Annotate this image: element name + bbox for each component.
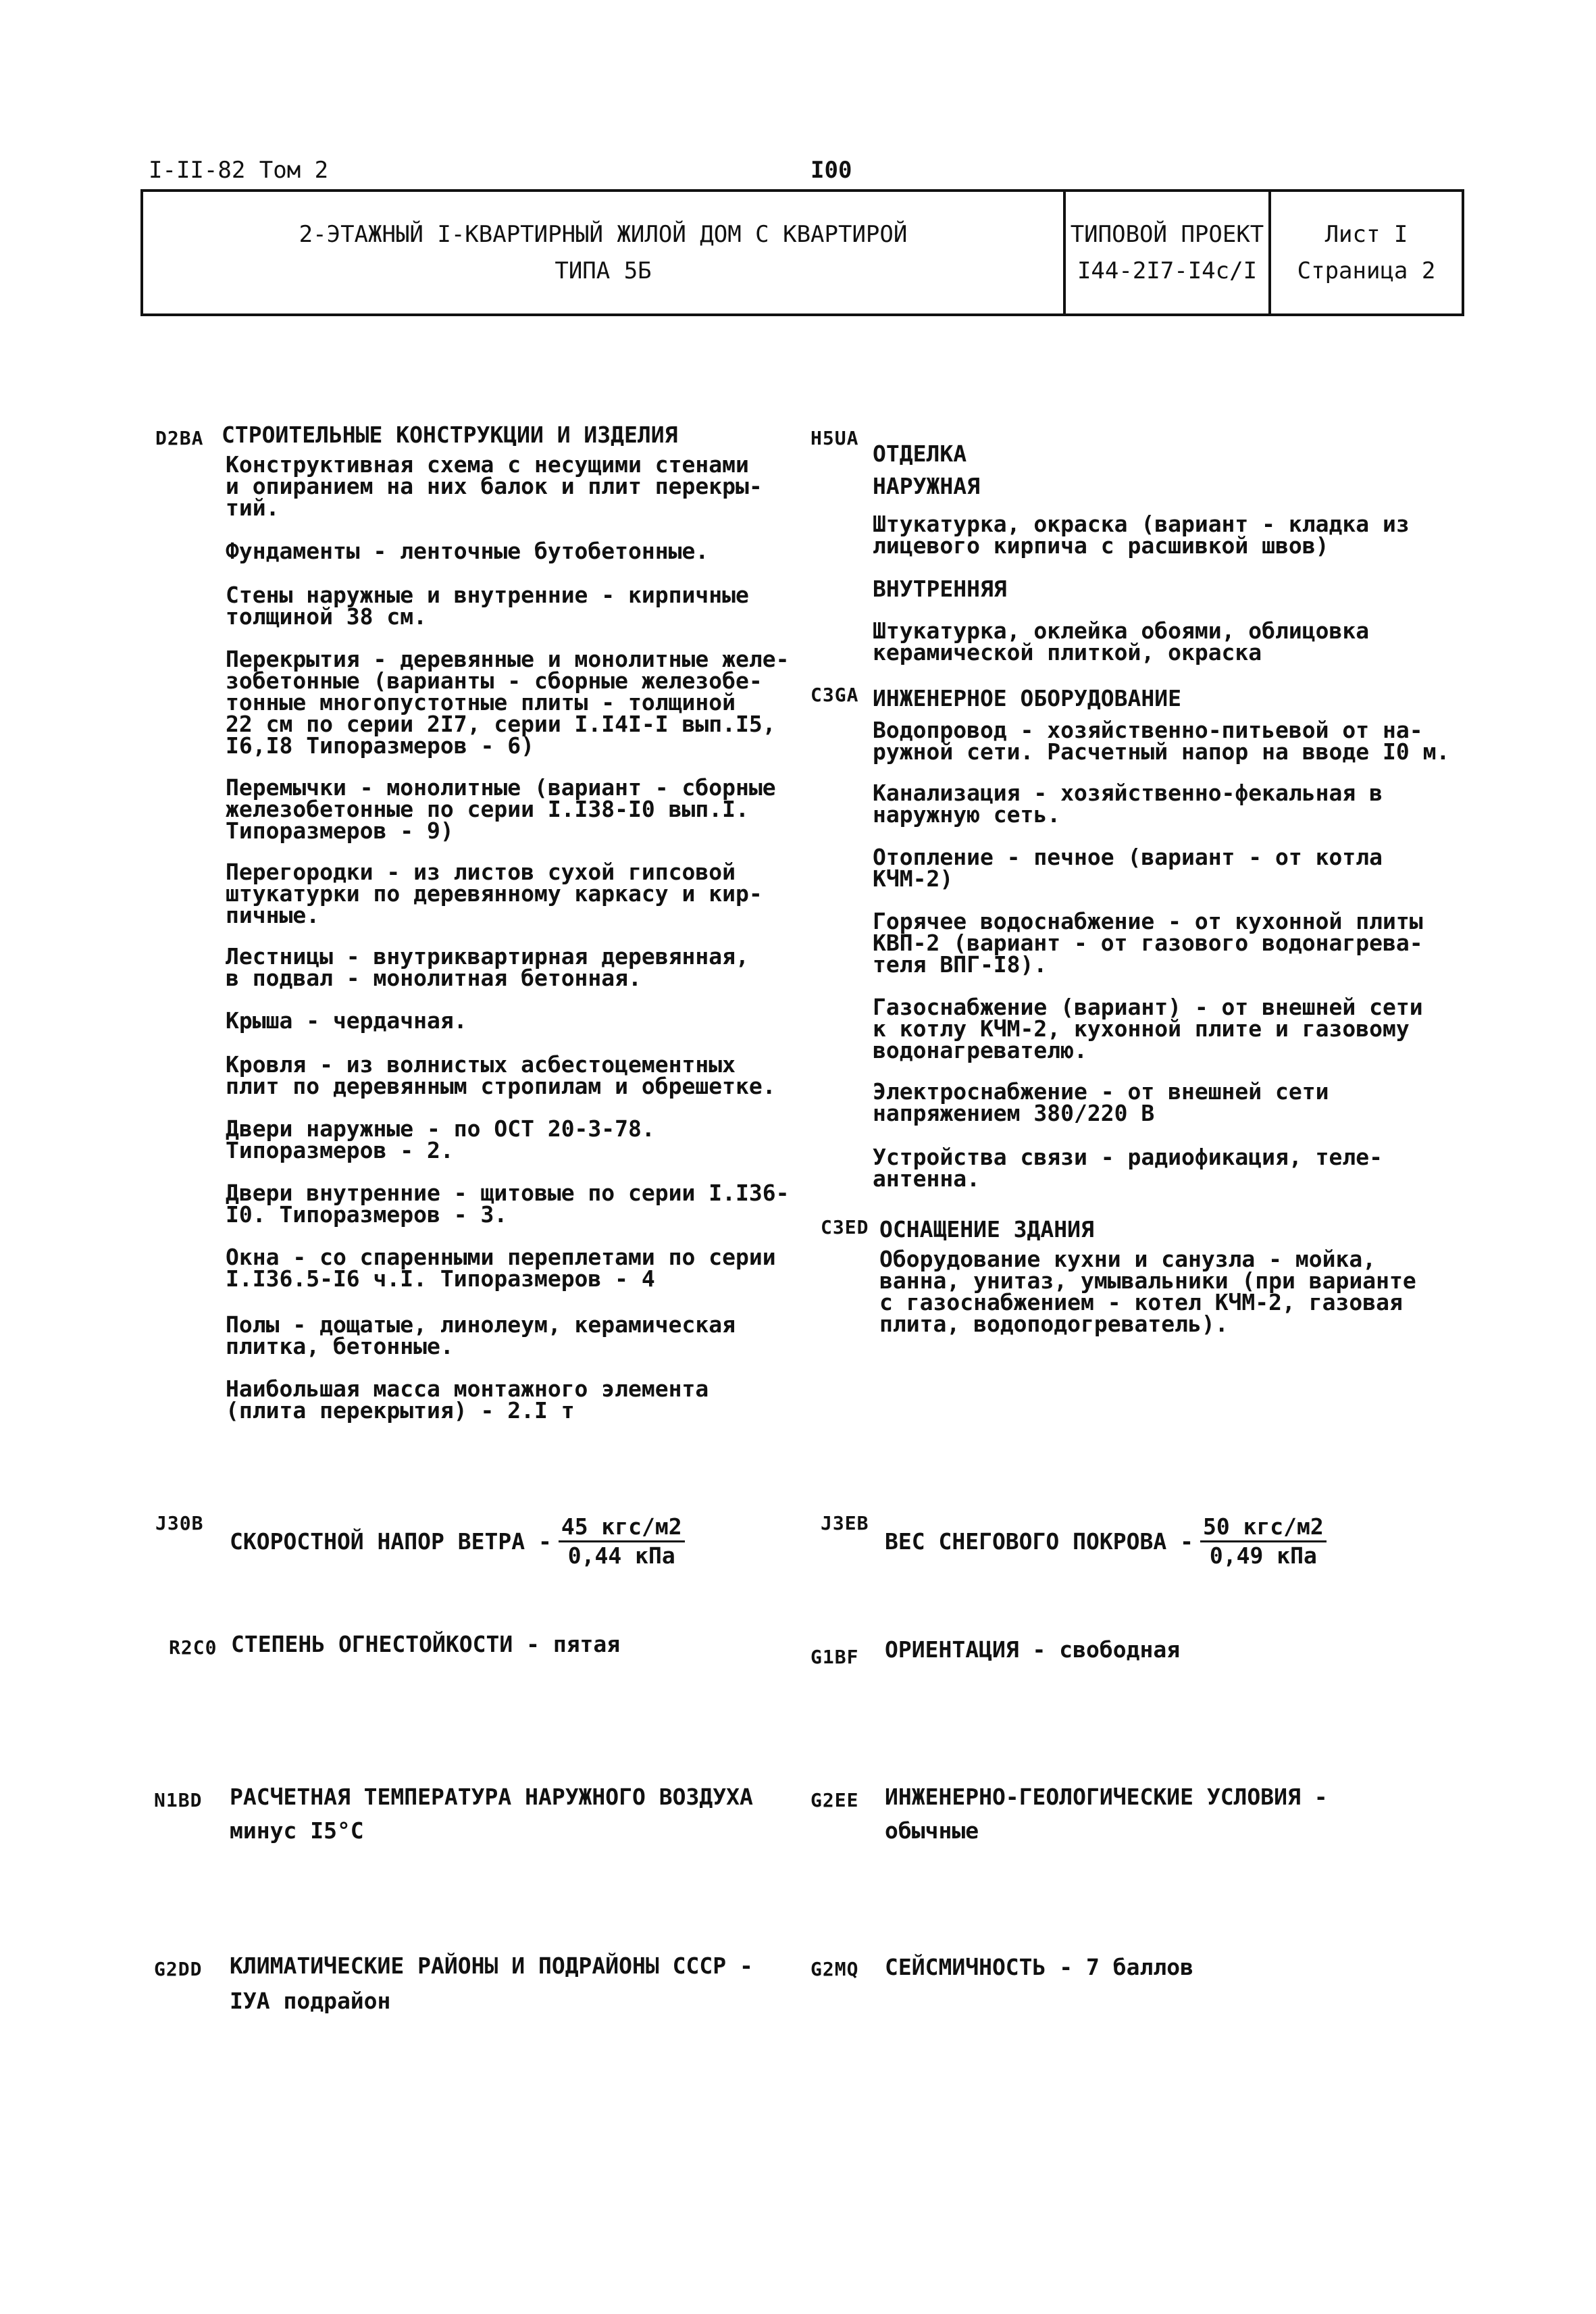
param-wind — [230, 1513, 685, 1569]
param-code-geology: G2EE — [810, 1789, 859, 1811]
section-code-structures: D2BA — [155, 427, 204, 449]
section-code-fitting: C3ED — [821, 1216, 869, 1238]
outer-finish-text: Штукатурка, окраска (вариант - кладка из лицевого кирпича с расшивкой швов) — [873, 511, 1410, 559]
section-code-equipment: C3GA — [810, 684, 859, 706]
section-title-equipment: ИНЖЕНЕРНОЕ ОБОРУДОВАНИЕ — [873, 685, 1181, 711]
left-paragraph-8: Крыша - чердачная. — [226, 1007, 467, 1034]
left-paragraph-10: Двери наружные - по ОСТ 20-3-78. Типоразмеров - 2. — [226, 1115, 655, 1163]
equipment-paragraph-4: Горячее водоснабжение - от кухонной плиты КВП-2 (вариант - от газового водонагрева- теля ВПГ-I8). — [873, 908, 1423, 978]
snow-fraction — [1200, 1513, 1327, 1569]
equipment-paragraph-6: Электроснабжение - от внешней сети напряжением 380/220 В — [873, 1078, 1329, 1126]
param-orientation: ОРИЕНТАЦИЯ - свободная — [885, 1636, 1181, 1663]
series-label: I-II-82 Том 2 — [149, 157, 329, 184]
wind-value-kpa: 0,44 кПа — [567, 1542, 675, 1569]
snow-label: ВЕС СНЕГОВОГО ПОКРОВА - — [885, 1528, 1193, 1555]
param-code-fire: R2C0 — [169, 1636, 217, 1659]
title-block — [140, 189, 1464, 316]
equipment-paragraph-7: Устройства связи - радиофикация, теле- антенна. — [873, 1144, 1383, 1192]
fitting-text: Оборудование кухни и санузла - мойка, ванна, унитаз, умывальники (при варианте с газоснабжением - котел КЧМ-2, газовая плита, водоподогреватель). — [879, 1246, 1416, 1337]
equipment-paragraph-1: Водопровод - хозяйственно-питьевой от на- ружной сети. Расчетный напор на вводе I0 м. — [873, 717, 1450, 765]
wind-value-kgf: 45 кгс/м2 — [559, 1513, 685, 1542]
param-seismic: СЕЙСМИЧНОСТЬ - 7 баллов — [885, 1954, 1193, 1980]
subsection-inner: ВНУТРЕННЯЯ — [873, 576, 1007, 602]
param-code-snow: J3EB — [821, 1512, 869, 1534]
inner-finish-text: Штукатурка, оклейка обоями, облицовка керамической плиткой, окраска — [873, 618, 1370, 665]
param-fire-resistance: СТЕПЕНЬ ОГНЕСТОЙКОСТИ - пятая — [231, 1631, 621, 1657]
page-number: I00 — [810, 157, 852, 184]
left-paragraph-13: Полы - дощатые, линолеум, керамическая плитка, бетонные. — [226, 1311, 736, 1359]
section-title-structures: СТРОИТЕЛЬНЫЕ КОНСТРУКЦИИ И ИЗДЕЛИЯ — [222, 422, 678, 448]
left-paragraph-7: Лестницы - внутриквартирная деревянная, в подвал - монолитная бетонная. — [226, 943, 749, 991]
param-code-orientation: G1BF — [810, 1646, 859, 1668]
equipment-paragraph-2: Канализация - хозяйственно-фекальная в наружную сеть. — [873, 780, 1383, 828]
param-snow — [885, 1513, 1327, 1569]
section-code-finishing: H5UA — [810, 427, 859, 449]
param-temperature-line1: РАСЧЕТНАЯ ТЕМПЕРАТУРА НАРУЖНОГО ВОЗДУХА — [230, 1784, 753, 1810]
section-title-fitting: ОСНАЩЕНИЕ ЗДАНИЯ — [879, 1216, 1094, 1242]
param-geology-line1: ИНЖЕНЕРНО-ГЕОЛОГИЧЕСКИЕ УСЛОВИЯ - — [885, 1784, 1328, 1810]
left-paragraph-14: Наибольшая масса монтажного элемента (плита перекрытия) - 2.I т — [226, 1376, 709, 1424]
param-geology-line2: обычные — [885, 1817, 979, 1844]
project-cell — [1066, 192, 1268, 313]
left-paragraph-9: Кровля - из волнистых асбестоцементных плит по деревянным стропилам и обрешетке. — [226, 1051, 776, 1099]
equipment-paragraph-5: Газоснабжение (вариант) - от внешней сети к котлу КЧМ-2, кухонной плите и газовому водонагревателю. — [873, 994, 1423, 1063]
sheet-label: Лист I — [1324, 221, 1408, 248]
left-paragraph-6: Перегородки - из листов сухой гипсовой штукатурки по деревянному каркасу и кир- пичные. — [226, 859, 763, 928]
left-paragraph-3: Стены наружные и внутренние - кирпичные толщиной 38 см. — [226, 582, 749, 630]
subsection-outer: НАРУЖНАЯ — [873, 473, 980, 499]
param-code-climate: G2DD — [154, 1958, 203, 1980]
left-paragraph-11: Двери внутренние - щитовые по серии I.I36- I0. Типоразмеров - 3. — [226, 1180, 790, 1228]
left-paragraph-5: Перемычки - монолитные (вариант - сборные железобетонные по серии I.I38-I0 вып.I. Типоразмеров - 9) — [226, 774, 776, 844]
left-paragraph-2: Фундаменты - ленточные бутобетонные. — [226, 538, 709, 564]
project-number: I44-2I7-I4с/I — [1077, 257, 1258, 284]
left-paragraph-12: Окна - со спаренными переплетами по серии I.I36.5-I6 ч.I. Типоразмеров - 4 — [226, 1244, 776, 1292]
param-code-temperature: N1BD — [154, 1789, 203, 1811]
wind-label: СКОРОСТНОЙ НАПОР ВЕТРА - — [230, 1528, 552, 1555]
title-cell — [143, 192, 1063, 313]
equipment-paragraph-3: Отопление - печное (вариант - от котла КЧМ-2) — [873, 844, 1383, 892]
project-label: ТИПОВОЙ ПРОЕКТ — [1070, 221, 1264, 248]
wind-fraction — [559, 1513, 685, 1569]
snow-value-kgf: 50 кгс/м2 — [1200, 1513, 1327, 1542]
param-climate-line2: IУА подрайон — [230, 1988, 391, 2014]
sheet-cell — [1271, 192, 1462, 313]
left-paragraph-1: Конструктивная схема с несущими стенами и опиранием на них балок и плит перекры- тий. — [226, 451, 763, 521]
document-title-line2: ТИПА 5Б — [555, 257, 652, 284]
document-title-line1: 2-ЭТАЖНЫЙ I-КВАРТИРНЫЙ ЖИЛОЙ ДОМ С КВАРТИРОЙ — [299, 221, 908, 248]
param-climate-line1: КЛИМАТИЧЕСКИЕ РАЙОНЫ И ПОДРАЙОНЫ СССР - — [230, 1953, 753, 1979]
param-temperature-line2: минус I5°С — [230, 1817, 364, 1844]
param-code-wind: J30B — [155, 1512, 204, 1534]
snow-value-kpa: 0,49 кПа — [1209, 1542, 1317, 1569]
page-label: Страница 2 — [1297, 257, 1436, 284]
param-code-seismic: G2MQ — [810, 1958, 859, 1980]
section-title-finishing: ОТДЕЛКА — [873, 441, 967, 467]
left-paragraph-4: Перекрытия - деревянные и монолитные желе- зобетонные (варианты - сборные железобе- тонные многопустотные плиты - толщиной 22 см по серии 2I7, серии I.I4I-I вып.I5, I6,I8 Типоразмеров - 6) — [226, 646, 790, 759]
